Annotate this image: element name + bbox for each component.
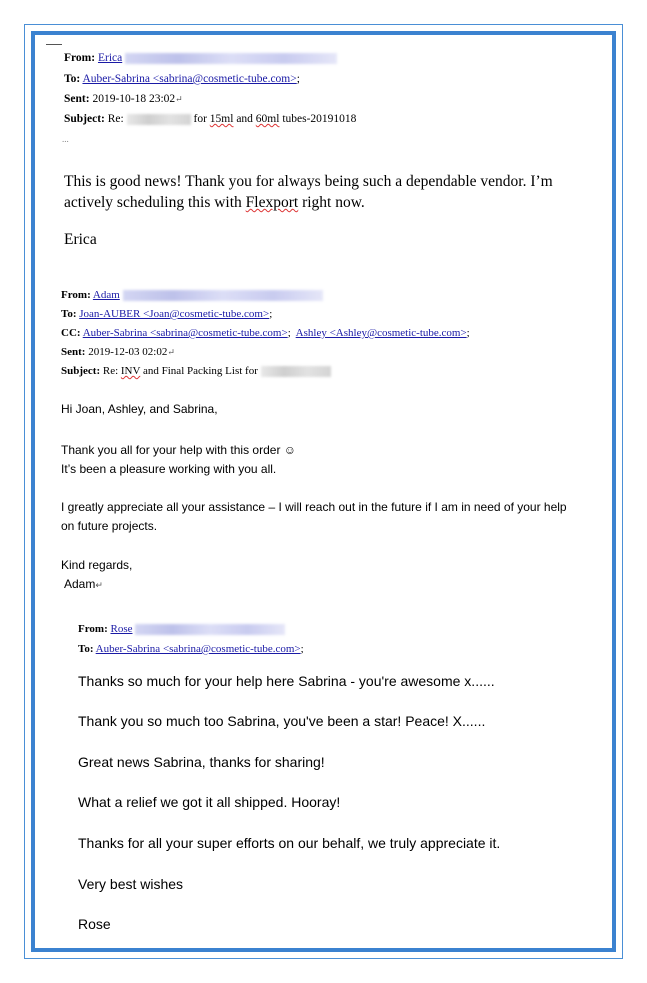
subject-inv: INV (120, 365, 141, 377)
from-label: From: (64, 52, 96, 64)
sent-row (61, 346, 175, 358)
return-mark-icon: ↵ (95, 580, 103, 590)
to-label: To: (78, 643, 94, 655)
redacted-subject (127, 114, 191, 125)
subject-60ml: 60ml (255, 113, 280, 125)
message-line: Great news Sabrina, thanks for sharing! (78, 754, 325, 770)
message-line: Very best wishes (78, 876, 184, 892)
email-body (61, 441, 296, 479)
subject-row (64, 113, 356, 125)
redacted-email (135, 624, 285, 635)
sent-value: 2019-12-03 02:02 (88, 346, 168, 358)
to-address[interactable]: Joan-AUBER <Joan@cosmetic-tube.com> (79, 308, 270, 320)
flexport-word: Flexport (245, 194, 299, 211)
from-label: From: (61, 289, 91, 301)
body-line: Thank you all for your help with this order ☺ (61, 443, 297, 457)
body-text: right now. (298, 194, 365, 211)
inner-border (31, 31, 616, 952)
message-line: Thank you so much too Sabrina, you've been a star! Peace! X...... (78, 713, 486, 729)
signature (61, 575, 132, 595)
to-suffix: ; (269, 308, 273, 320)
body-line (64, 192, 553, 213)
closing-line: Kind regards, (61, 558, 133, 572)
to-label: To: (64, 73, 81, 85)
return-mark-icon: ↵ (175, 94, 183, 104)
subject-text: for (193, 113, 207, 125)
divider (46, 44, 62, 45)
greeting: Hi Joan, Ashley, and Sabrina, (61, 402, 218, 416)
body-line: I greatly appreciate all your assistance – I will reach out in the future if I am in need of your help (61, 500, 567, 514)
to-row (78, 643, 304, 655)
to-address[interactable]: Auber-Sabrina <sabrina@cosmetic-tube.com> (95, 643, 301, 655)
signature-name: Adam (64, 577, 96, 591)
to-suffix: ; (296, 73, 300, 85)
to-label: To: (61, 308, 77, 320)
sent-value: 2019-10-18 23:02 (92, 93, 176, 105)
from-row (61, 289, 323, 301)
email-body (61, 498, 567, 536)
email-body (64, 171, 553, 213)
return-mark-icon: ↵ (167, 347, 175, 357)
subject-label: Subject: (64, 113, 105, 125)
sent-label: Sent: (64, 93, 90, 105)
message-line: Thanks so much for your help here Sabrina - you're awesome x...... (78, 673, 495, 689)
ellipsis: ... (62, 134, 69, 144)
body-line: This is good news! Thank you for always being such a dependable vendor. I’m (64, 173, 553, 190)
message-line: Thanks for all your super efforts on our behalf, we truly appreciate it. (78, 835, 501, 851)
from-label: From: (78, 623, 108, 635)
signature: Erica (64, 231, 97, 248)
cc-row (61, 327, 470, 339)
closing (61, 556, 132, 595)
from-name[interactable]: Rose (110, 623, 133, 635)
subject-prefix: Re: (102, 365, 119, 377)
to-row (61, 308, 272, 320)
redacted-email (123, 290, 323, 301)
subject-label: Subject: (61, 365, 101, 377)
redacted-subject (261, 366, 331, 377)
subject-prefix: Re: (107, 113, 124, 125)
body-text: actively scheduling this with (64, 194, 246, 211)
sent-row (64, 93, 183, 105)
subject-suffix: tubes-20191018 (282, 113, 357, 125)
to-address[interactable]: Auber-Sabrina <sabrina@cosmetic-tube.com> (82, 73, 297, 85)
subject-row (61, 365, 331, 377)
from-row (64, 52, 337, 64)
from-name[interactable]: Erica (97, 52, 123, 64)
cc-address[interactable]: Ashley <Ashley@cosmetic-tube.com> (295, 327, 467, 339)
subject-15ml: 15ml (209, 113, 234, 125)
subject-and: and (236, 113, 253, 125)
cc-suffix: ; (466, 327, 470, 339)
subject-text: and Final Packing List for (143, 365, 258, 377)
from-name[interactable]: Adam (92, 289, 120, 301)
redacted-email (125, 53, 337, 64)
to-row (64, 73, 300, 85)
cc-sep: ; (287, 327, 291, 339)
from-row (78, 623, 285, 635)
message-line: What a relief we got it all shipped. Hooray! (78, 794, 341, 810)
signature: Rose (78, 916, 111, 932)
body-line: It’s been a pleasure working with you all. (61, 462, 277, 476)
sent-label: Sent: (61, 346, 86, 358)
to-suffix: ; (300, 643, 304, 655)
cc-label: CC: (61, 327, 81, 339)
body-line: on future projects. (61, 519, 158, 533)
cc-address[interactable]: Auber-Sabrina <sabrina@cosmetic-tube.com> (82, 327, 288, 339)
